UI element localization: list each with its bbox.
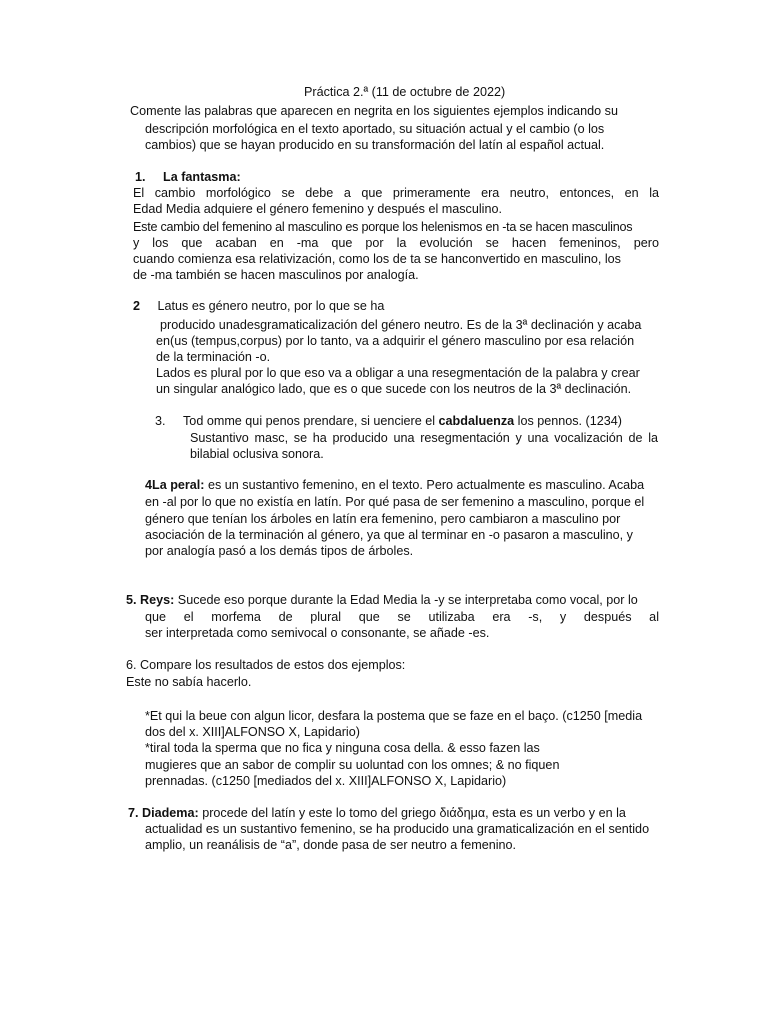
- section-6-heading: 6. Compare los resultados de estos dos ejemplos:: [126, 658, 406, 672]
- section-1-line-3: Este cambio del femenino al masculino es porque los helenismos en -ta se hacen masculinos: [133, 220, 633, 234]
- section-6-note: Este no sabía hacerlo.: [126, 675, 252, 689]
- section-1-line-2: Edad Media adquiere el género femenino y después el masculino.: [133, 202, 502, 216]
- section-3-line-1: Sustantivo masc, se ha producido una resegmentación y una vocalización de la: [190, 431, 658, 445]
- section-2-line-1: producido unadesgramaticalización del género neutro. Es de la 3ª declinación y acaba: [160, 318, 642, 332]
- section-3-bold-word: cabdaluenza: [438, 414, 515, 428]
- section-6-quote-3: *tiral toda la sperma que no fica y ninguna cosa della. & esso fazen las: [145, 741, 540, 755]
- section-6-quote-1: *Et qui la beue con algun licor, desfara la postema que se faze en el baço. (c1250 [media: [145, 709, 643, 723]
- section-7-first-text: procede del latín y este lo tomo del griego διάδημα, esta es un verbo y en la: [198, 806, 626, 820]
- section-7-title: 7. Diadema:: [128, 806, 199, 820]
- section-7-line-2: amplio, un reanálisis de “a”, donde pasa de ser neutro a femenino.: [145, 838, 517, 852]
- section-4-line-1: en -al por lo que no existía en latín. Por qué pasa de ser femenino a masculino, porque el: [145, 495, 645, 509]
- section-4-title: 4La peral:: [145, 478, 205, 492]
- section-6-quote-4: mugieres que an sabor de complir su uoluntad con los omnes; & no fiquen: [145, 758, 560, 772]
- section-2-line-4: Lados es plural por lo que eso va a obligar a una resegmentación de la palabra y crear: [156, 366, 640, 380]
- section-2-first-line: Latus es género neutro, por lo que se ha: [157, 299, 385, 313]
- section-4-line-2: género que tenían los árboles en latín era femenino, pero cambiaron a masculino por: [145, 512, 621, 526]
- section-3-quote-start: Tod omme qui penos prendare, si uenciere el: [183, 414, 439, 428]
- section-2-line-3: de la terminación -o.: [156, 350, 271, 364]
- section-1-title: La fantasma:: [163, 170, 241, 184]
- instructions-line-1: Comente las palabras que aparecen en negrita en los siguientes ejemplos indicando su: [130, 104, 618, 118]
- section-5-title: 5. Reys:: [126, 593, 175, 607]
- section-3-line-2: bilabial oclusiva sonora.: [190, 447, 324, 461]
- section-2-number: 2: [133, 299, 141, 313]
- section-2-line-2: en(us (tempus,corpus) por lo tanto, va a adquirir el género masculino por esa relación: [156, 334, 635, 348]
- instructions-line-3: cambios) que se hayan producido en su transformación del latín al español actual.: [145, 138, 605, 152]
- section-4-first-text: es un sustantivo femenino, en el texto. Pero actualmente es masculino. Acaba: [204, 478, 645, 492]
- section-1-number: 1.: [135, 170, 146, 184]
- section-1-line-5: cuando comienza esa relativización, como los de ta se hanconvertido en masculino, los: [133, 252, 621, 266]
- section-3-quote-end: los pennos. (1234): [514, 414, 622, 428]
- section-4-line-3: asociación de la terminación al género, ya que al terminar en -o pasaron a masculino, y: [145, 528, 633, 542]
- section-1-line-1: El cambio morfológico se debe a que primeramente era neutro, entonces, en la: [133, 186, 659, 200]
- section-3-number: 3.: [155, 414, 166, 428]
- section-4-line-4: por analogía pasó a los demás tipos de árboles.: [145, 544, 414, 558]
- section-1-line-6: de -ma también se hacen masculinos por analogía.: [133, 268, 419, 282]
- page-title: Práctica 2.ª (11 de octubre de 2022): [304, 85, 506, 99]
- instructions-line-2: descripción morfológica en el texto aportado, su situación actual y el cambio (o los: [145, 122, 605, 136]
- section-2-line-5: un singular analógico lado, que es o que sucede con los neutros de la 3ª declinación.: [156, 382, 632, 396]
- section-5-line-2: ser interpretada como semivocal o consonante, se añade -es.: [145, 626, 490, 640]
- section-7-line-1: actualidad es un sustantivo femenino, se ha producido una gramaticalización en el sentido: [145, 822, 650, 836]
- section-6-quote-5: prennadas. (c1250 [mediados del x. XIII]ALFONSO X, Lapidario): [145, 774, 507, 788]
- section-6-quote-2: dos del x. XIII]ALFONSO X, Lapidario): [145, 725, 360, 739]
- section-1-heading: [135, 169, 241, 185]
- section-5-first-text: Sucede eso porque durante la Edad Media la -y se interpretaba como vocal, por lo: [174, 593, 638, 607]
- section-2-heading: [133, 298, 384, 314]
- section-3-heading: [155, 413, 622, 429]
- section-4-first-line: [145, 477, 644, 493]
- section-5-first-line: [126, 592, 638, 608]
- section-7-first-line: [128, 805, 626, 821]
- section-1-line-4: y los que acaban en -ma que por la evolución se hacen femeninos, pero: [133, 236, 659, 250]
- section-5-line-1: que el morfema de plural que se utilizaba era -s, y después al: [145, 610, 659, 624]
